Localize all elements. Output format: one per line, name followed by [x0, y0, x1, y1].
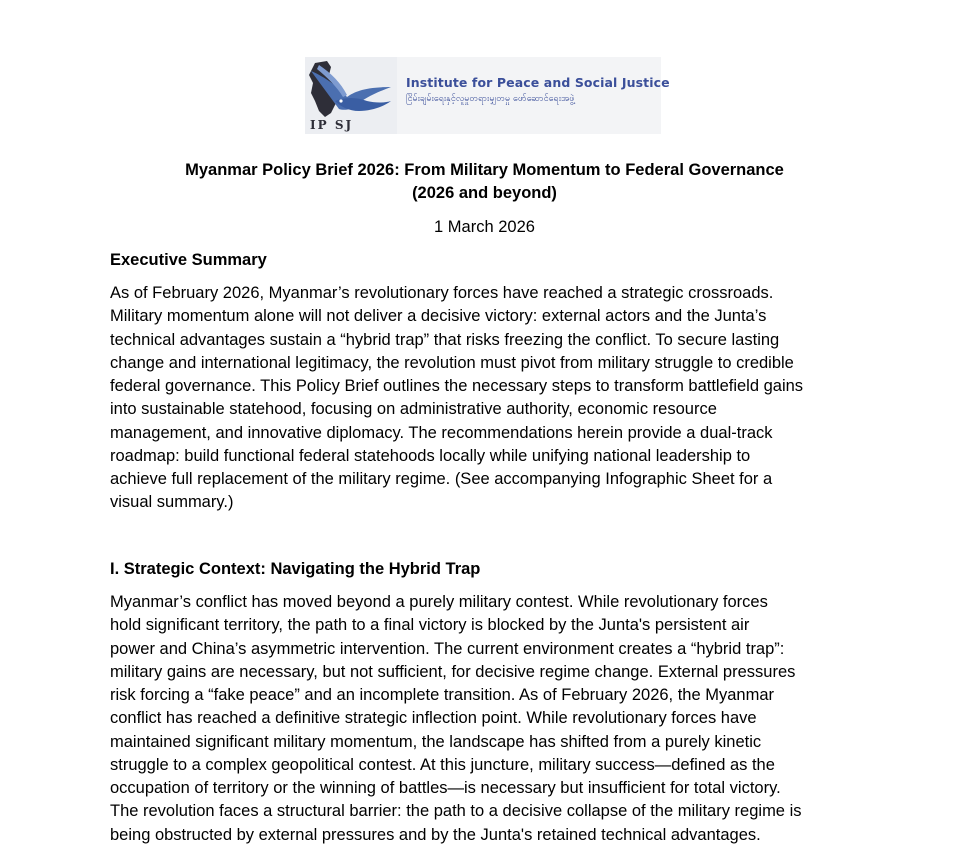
paragraph-line: hold significant territory, the path to a final victory is blocked by the Junta's persistent air: [110, 616, 750, 635]
document-date: 1 March 2026: [434, 218, 535, 236]
paragraph-line: technical advantages sustain a “hybrid trap” that risks freezing the conflict. To secure lasting: [110, 330, 780, 349]
dove-map-emblem-icon: [305, 57, 397, 134]
logo-initials: IP SJ: [310, 118, 354, 132]
logo-organization-name: Institute for Peace and Social Justice: [406, 75, 670, 90]
paragraph-line: power and China’s asymmetric intervention. The current environment creates a “hybrid trap”:: [110, 639, 785, 658]
paragraph-line: risk forcing a “fake peace” and an incomplete transition. As of February 2026, the Myanmar: [110, 686, 775, 704]
paragraph-line: visual summary.): [110, 493, 234, 512]
paragraph-line: The revolution faces a structural barrier: the path to a decisive collapse of the military regime is: [110, 802, 802, 821]
paragraph-line: maintained significant military momentum, the landscape has shifted from a purely kinetic: [110, 732, 762, 751]
paragraph-line: change and international legitimacy, the revolution must pivot from military struggle to credible: [110, 353, 794, 372]
section-heading-strategic-context: I. Strategic Context: Navigating the Hybrid Trap: [110, 560, 481, 578]
paragraph-line: occupation of territory or the winning of battles—is necessary but insufficient for total victory.: [110, 779, 781, 797]
paragraph-line: military gains are necessary, but not sufficient, for decisive regime change. External pressures: [110, 662, 796, 681]
document-subtitle: (2026 and beyond): [412, 184, 557, 202]
paragraph-line: management, and innovative diplomacy. The recommendations herein provide a dual-track: [110, 423, 773, 442]
ipsj-logo: [305, 57, 670, 134]
logo-burmese-subtitle: ငြိမ်းချမ်းရေးနှင့်လူမှုတရားမျှတမှု ဖော်ဆောင်ရေးအဖွဲ့: [406, 94, 575, 104]
paragraph-line: federal governance. This Policy Brief outlines the necessary steps to transform battlefield gains: [110, 377, 804, 395]
document-title: Myanmar Policy Brief 2026: From Military Momentum to Federal Governance: [185, 161, 784, 179]
paragraph-line: Myanmar’s conflict has moved beyond a purely military contest. While revolutionary forces: [110, 593, 768, 611]
section-heading-executive-summary: Executive Summary: [110, 251, 267, 269]
paragraph-line: into sustainable statehood, focusing on administrative authority, economic resource: [110, 400, 717, 419]
paragraph-line: conflict has reached a definitive strategic inflection point. While revolutionary forces have: [110, 709, 757, 728]
paragraph-line: Military momentum alone will not deliver a decisive victory: external actors and the Junta’s: [110, 307, 767, 326]
strategic-context-paragraph: [110, 591, 870, 847]
paragraph-line: As of February 2026, Myanmar’s revolutionary forces have reached a strategic crossroads.: [110, 284, 774, 302]
executive-summary-paragraph: [110, 282, 870, 515]
paragraph-line: being obstructed by external pressures and by the Junta's retained technical advantages.: [110, 825, 761, 844]
paragraph-line: roadmap: build functional federal statehoods locally while unifying national leadership to: [110, 446, 751, 465]
paragraph-line: achieve full replacement of the military regime. (See accompanying Infographic Sheet for a: [110, 470, 773, 488]
paragraph-line: struggle to a complex geopolitical contest. At this juncture, military success—defined as the: [110, 755, 775, 774]
